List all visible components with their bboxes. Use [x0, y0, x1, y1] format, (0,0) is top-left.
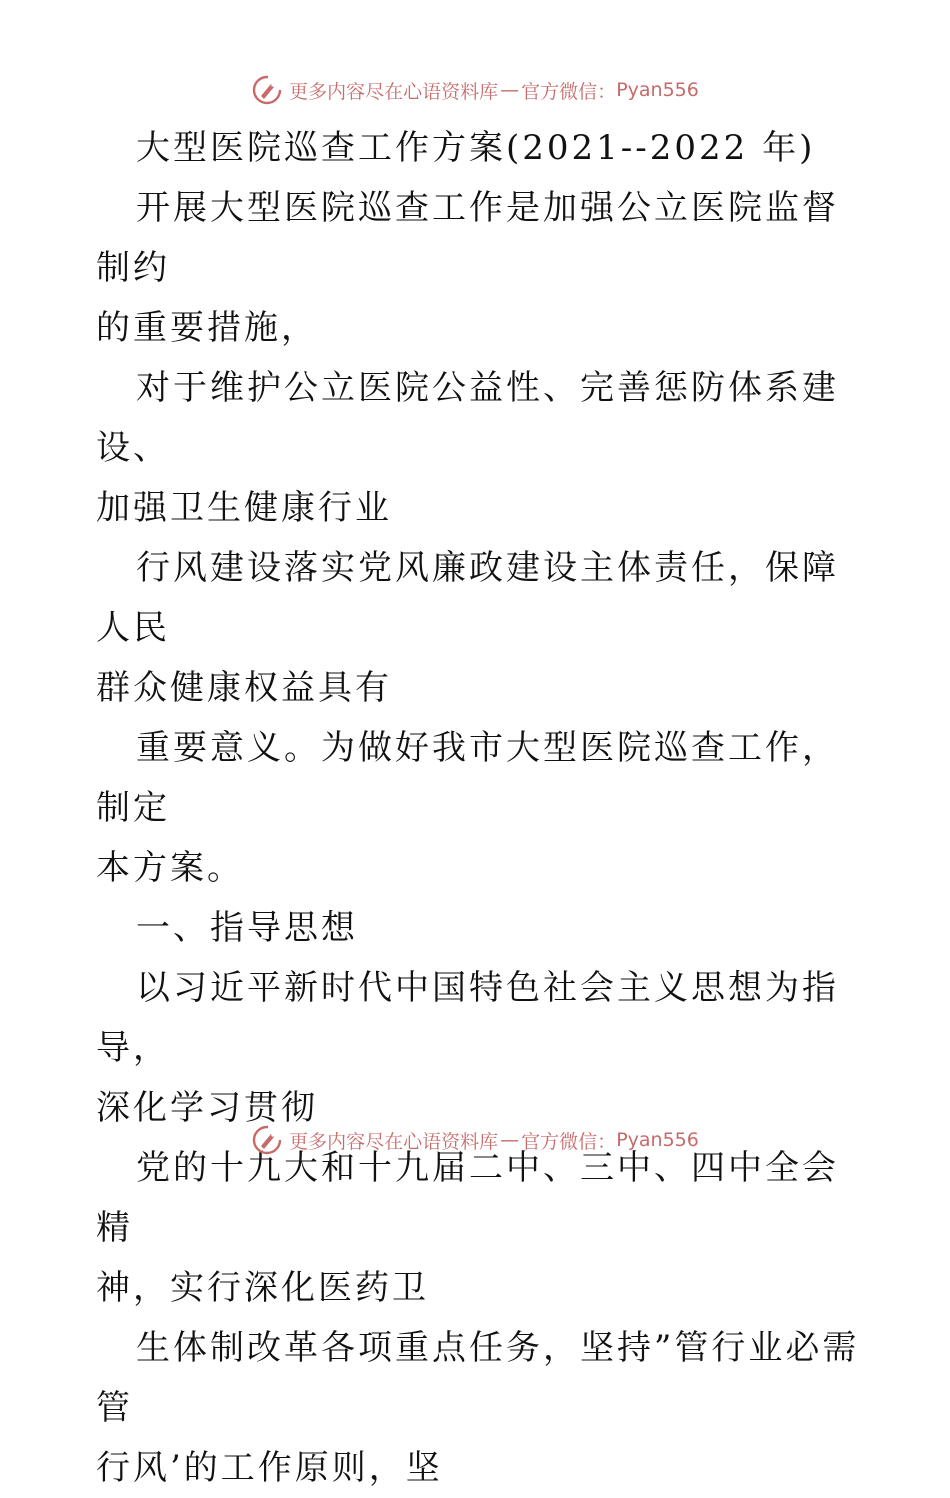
paragraph-line: 以习近平新时代中国特色社会主义思想为指导， — [96, 968, 839, 1068]
footer-watermark — [0, 1123, 950, 1157]
watermark-text: 更多内容尽在心语资料库 — [289, 80, 499, 103]
watermark-contact-id: Pyan556 — [616, 1129, 699, 1151]
watermark-contact-id: Pyan556 — [616, 79, 699, 101]
watermark-contact-label: 官方微信： — [521, 1130, 617, 1153]
watermark-contact-label: 官方微信： — [521, 80, 617, 103]
paragraph — [96, 538, 866, 718]
paragraph — [96, 718, 866, 898]
doc-title — [96, 118, 866, 178]
paragraph — [96, 1138, 866, 1318]
paragraph — [96, 1318, 866, 1498]
paragraph-line: 加强卫生健康行业 — [96, 488, 392, 528]
paragraph-line: 神，实行深化医药卫 — [96, 1268, 429, 1308]
paragraph — [96, 958, 866, 1138]
paragraph-line: 对于维护公立医院公益性、完善惩防体系建设、 — [96, 368, 839, 468]
watermark-separator: — — [500, 1129, 520, 1151]
paragraph-line: 深化学习贯彻 — [96, 1088, 318, 1128]
watermark-separator: — — [500, 79, 520, 101]
paragraph-line: 一、指导思想 — [136, 908, 358, 948]
paragraph — [96, 178, 866, 358]
paragraph-line: 重要意义。为做好我市大型医院巡查工作，制定 — [96, 728, 839, 828]
paragraph — [96, 358, 866, 538]
paragraph-line: 行风’的工作原则，坚 — [96, 1448, 443, 1488]
header-watermark — [0, 73, 950, 107]
paragraph-line: 行风建设落实党风廉政建设主体责任，保障人民 — [96, 548, 839, 648]
paragraph-line: 的重要措施， — [96, 308, 318, 348]
paragraph-line: 生体制改革各项重点任务，坚持”管行业必需管 — [96, 1328, 860, 1428]
paragraph-line: 党的十九大和十九届二中、三中、四中全会精 — [96, 1148, 839, 1248]
pen-nib-seal-icon — [251, 1124, 283, 1156]
document-body — [96, 118, 866, 1498]
paragraph-line: 开展大型医院巡查工作是加强公立医院监督制约 — [96, 188, 839, 288]
paragraph-line: 本方案。 — [96, 848, 244, 888]
watermark-text: 更多内容尽在心语资料库 — [289, 1130, 499, 1153]
pen-nib-seal-icon — [251, 74, 283, 106]
paragraph-line: 大型医院巡查工作方案(2021--2022 年) — [136, 128, 816, 168]
paragraph-line: 群众健康权益具有 — [96, 668, 392, 708]
section-heading — [96, 898, 866, 958]
